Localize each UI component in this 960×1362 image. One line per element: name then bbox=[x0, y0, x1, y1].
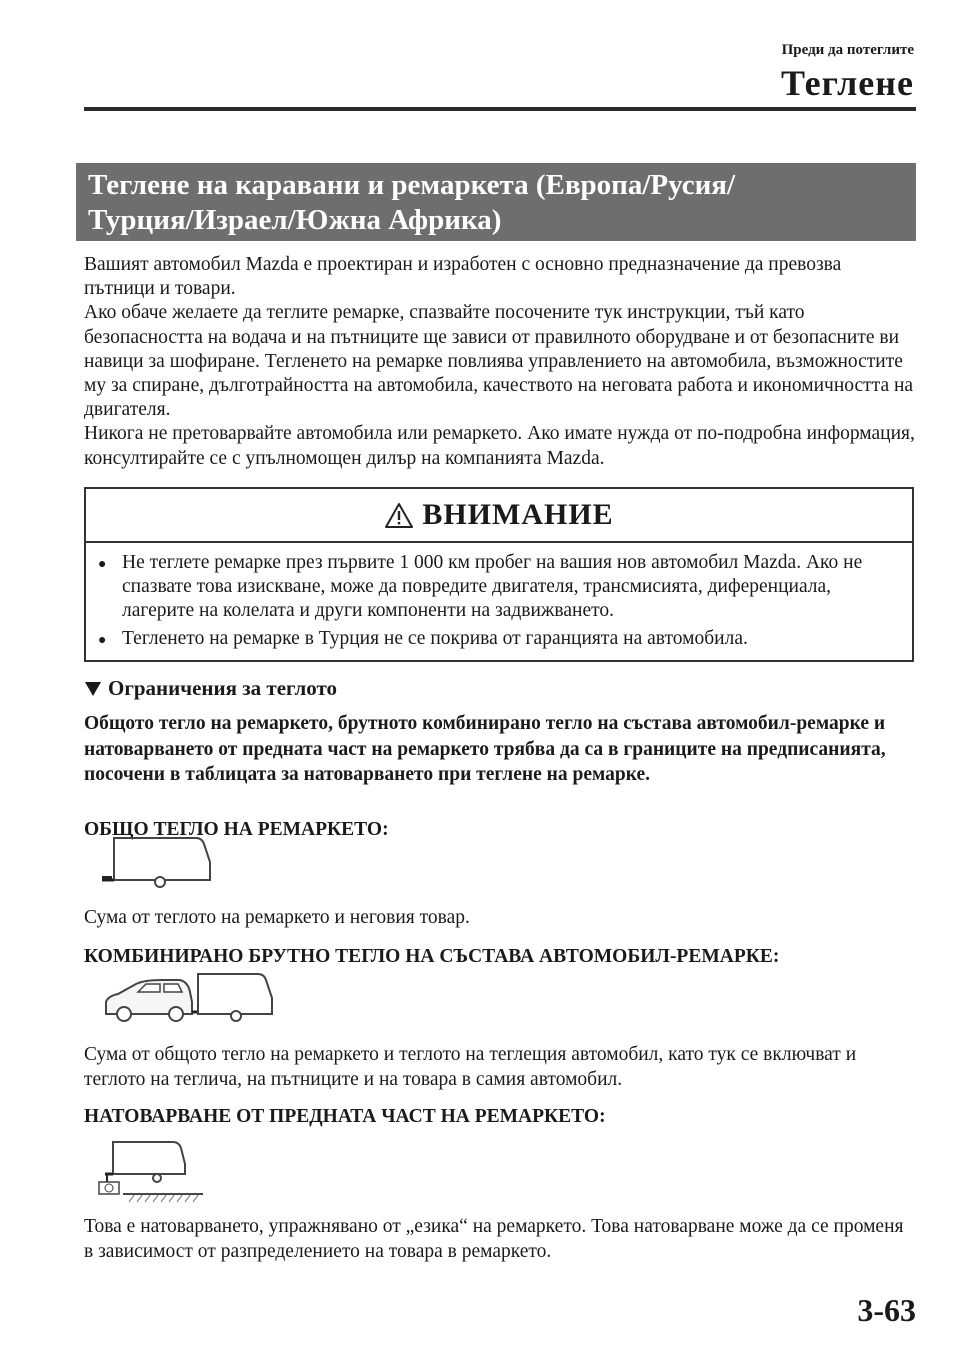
warning-bullet bbox=[98, 627, 898, 653]
tongue-load-scale-illustration bbox=[95, 1138, 205, 1204]
section-title-line-1: Теглене на каравани и ремаркета (Европа/Русия/ bbox=[88, 169, 736, 201]
warning-bullet-text: Не теглете ремарке през първите 1 000 км пробег на вашия нов автомобил Mazda. Ако не спазвате това изискване, може да повредите двигателя, трансмисията, диференциала, лагерите на колелата и други компоненти на задвижването. bbox=[122, 552, 863, 621]
tongue-load-term: НАТОВАРВАНЕ ОТ ПРЕДНАТА ЧАСТ НА РЕМАРКЕТО: bbox=[84, 1106, 606, 1127]
intro-paragraph: Ако обаче желаете да теглите ремарке, спазвайте посочените тук инструкции, тъй като безопасността на водача и на пътниците ще зависи от правилното оборудване и от безопасните ви навици за шофиране. Тегленето на ремарке повлиява управлението на автомобила, възможностите му за спиране, дълготрайността на автомобила, качеството на неговата работа и икономичността на двигателя. bbox=[84, 302, 914, 421]
warning-header bbox=[86, 489, 912, 543]
trailer-illustration bbox=[100, 832, 230, 892]
total-weight-term: ОБЩО ТЕГЛО НА РЕМАРКЕТО: bbox=[84, 819, 389, 840]
tongue-load-description: Това е натоварването, упражнявано от „езика“ на ремаркето. Това натоварване може да се променя в зависимост от разпределението на товара в ремаркето. bbox=[84, 1216, 904, 1262]
weight-limits-heading bbox=[84, 676, 337, 701]
header-divider bbox=[84, 107, 916, 111]
combined-weight-description: Сума от общото тегло на ремаркето и теглото на теглещия автомобил, като тук се включват и теглото на теглича, на пътниците и на товара в самия автомобил. bbox=[84, 1044, 857, 1090]
page-title: Теглене bbox=[780, 63, 914, 103]
total-weight-description: Сума от теглото на ремаркето и неговия товар. bbox=[84, 907, 470, 928]
warning-triangle-icon bbox=[384, 502, 414, 529]
warning-title: ВНИМАНИЕ bbox=[422, 498, 614, 531]
warning-bullet bbox=[98, 551, 898, 623]
warning-bullet-text: Тегленето на ремарке в Турция не се покрива от гаранцията на автомобила. bbox=[122, 628, 748, 649]
car-and-trailer-illustration bbox=[100, 968, 280, 1028]
intro-paragraph: Вашият автомобил Mazda е проектиран и изработен с основно предназначение да превозва пътници и товари. bbox=[84, 254, 842, 300]
intro-paragraph: Никога не претоварвайте автомобила или ремаркето. Ако имате нужда от по-подробна информация, консултирайте се с упълномощен дилър на компанията Mazda. bbox=[84, 423, 915, 469]
section-title-line-2: Турция/Израел/Южна Африка) bbox=[88, 204, 502, 236]
combined-weight-term: КОМБИНИРАНО БРУТНО ТЕГЛО НА СЪСТАВА АВТОМОБИЛ-РЕМАРКЕ: bbox=[84, 946, 780, 967]
bullet-dot-icon: ● bbox=[98, 557, 107, 572]
weight-limits-heading-text: Ограничения за теглото bbox=[108, 676, 338, 700]
intro-text bbox=[84, 253, 916, 471]
warning-box bbox=[84, 487, 914, 662]
chapter-label: Преди да потеглите bbox=[781, 42, 914, 58]
warning-body bbox=[86, 543, 912, 653]
weight-limits-paragraph: Общото тегло на ремаркето, брутното комбинирано тегло на състава автомобил-ремарке и натоварването от предната част на ремаркето трябва да са в границите на предписанията, посочени в таблицата за натоварването при теглене на ремарке. bbox=[84, 713, 886, 785]
bullet-dot-icon: ● bbox=[98, 633, 107, 648]
page-number: 3-63 bbox=[857, 1292, 916, 1328]
section-title-banner bbox=[76, 163, 916, 241]
triangle-down-icon bbox=[84, 681, 102, 697]
